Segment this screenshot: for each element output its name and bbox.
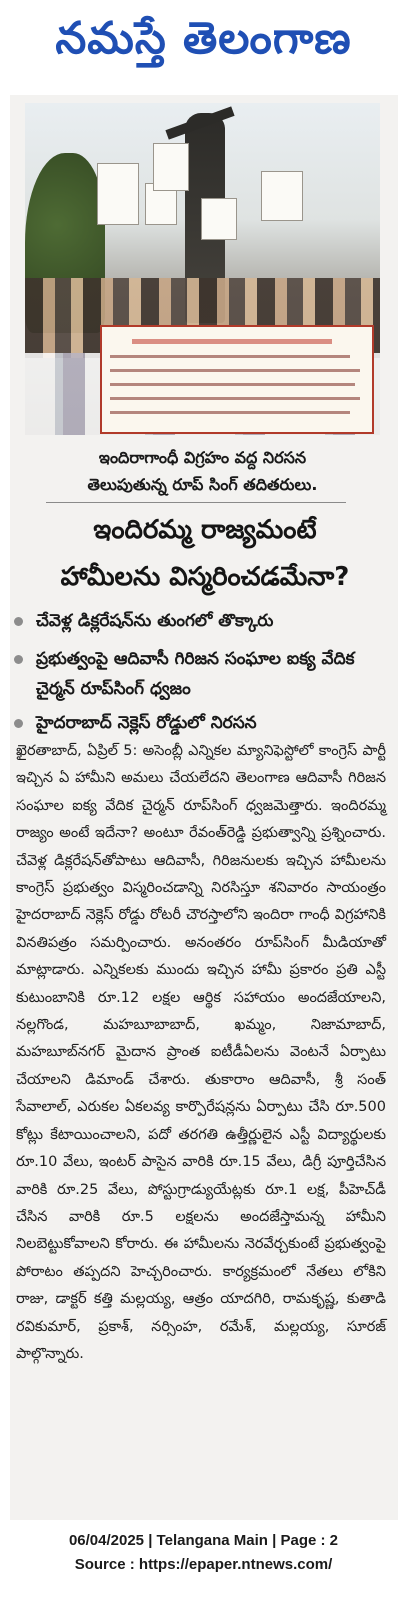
bullet-text: ప్రభుత్వంపై ఆదివాసీ గిరిజన సంఘాల ఐక్య వేదిక చైర్మన్ రూప్‌సింగ్ ధ్వజం <box>36 649 355 699</box>
bullet-icon <box>14 655 23 664</box>
newspaper-masthead: నమస్తే తెలంగాణ <box>55 13 352 64</box>
bullet-text: హైదరాబాద్ నెక్లెస్ రోడ్డులో నిరసన <box>36 713 257 733</box>
bullet-text: చేవెళ్ల డిక్లరేషన్‌ను తుంగలో తొక్కారు <box>36 611 274 631</box>
photo-caption-line1: ఇందిరాగాంధీ విగ్రహం వద్ద నిరసన <box>98 448 307 467</box>
headline-line2: హామీలను విస్మరించడమేనా? <box>60 562 350 592</box>
protest-photo <box>25 103 380 435</box>
headline-line1: ఇందిరమ్మ రాజ్యమంటే <box>93 515 317 545</box>
bullet-icon <box>14 617 23 626</box>
placard <box>153 143 189 191</box>
protest-banner <box>100 325 374 434</box>
bullet-icon <box>14 719 23 728</box>
placard <box>97 163 139 225</box>
caption-divider <box>46 502 346 503</box>
article-body: ఖైరతాబాద్, ఏప్రిల్ 5: అసెంబ్లీ ఎన్నికల మ్యానిఫెస్టోలో కాంగ్రెస్ పార్టీ ఇచ్చిన ఏ హామీని అమలు చేయలేదని తెలంగాణ ఆదివాసీ గిరిజన సంఘాల ఐక్య వేదిక చైర్మన్ రూప్‌సింగ్ ధ్వజమెత్తారు. ఇందిరమ్మ రాజ్యం అంటే ఇదేనా? అంటూ రేవంత్‌రెడ్డి ప్రభుత్వాన్ని ప్రశ్నించారు. చేవెళ్ల డిక్లరేషన్‌తోపాటు ఆదివాసీ, గిరిజనులకు ఇచ్చిన హామీలను కాంగ్రెస్ ప్రభుత్వం విస్మరించడాన్ని నిరసిస్తూ శనివారం సాయంత్రం హైదరాబాద్ నెక్లెస్ రోడ్డు రోటరీ చౌరస్తాలోని ఇందిరా గాంధీ విగ్రహానికి వినతిపత్రం సమర్పించారు. అనంతరం రూప్‌సింగ్ మీడియాతో మాట్లాడారు. ఎన్నికలకు ముందు ఇచ్చిన హామీ ప్రకారం ప్రతి ఎస్టీ కుటుంబానికి రూ.12 లక్షల ఆర్థిక సహాయం అందజేయాలని, నల్లగొండ, మహబూబాబాద్, ఖమ్మం, నిజామాబాద్, మహబూబ్‌నగర్ మైదాన ప్రాంత ఐటీడీఏలను వెంటనే ఏర్పాటు చేయాలని డిమాండ్ చేశారు. తుకారాం ఆదివాసీ, శ్రీ సంత్ సేవాలాల్, ఎరుకల ఏకలవ్య కార్పొరేషన్లను ఏర్పాటు చేసి రూ.500 కోట్లు కేటాయించాలని, పదో తరగతి ఉత్తీర్ణులైన ఎస్టీ విద్యార్థులకు రూ.10 వేలు, ఇంటర్ పాసైన వారికి రూ.15 వేలు, డిగ్రీ పూర్తిచేసిన వారికి రూ.25 వేలు, పోస్టుగ్రాడ్యుయేట్లకు రూ.1 లక్ష, పీహెచ్‌డీ చేసిన వారికి రూ.5 లక్షలను అందజేస్తామన్న హామీని నిలబెట్టుకోవాలని కోరారు. ఈ హామీలను నెరవేర్చకుంటే ప్రభుత్వంపై పోరాటం తప్పదని హెచ్చరించారు. కార్యక్రమంలో నేతలు లోకిని రాజు, డాక్టర్ కత్తి మల్లయ్య, ఆత్రం యాదగిరి, రామకృష్ణ, కుతాడి రవికుమార్, ప్రకాశ్, నర్సింహ, రమేశ్, మల్లయ్య, సూరజ్ పాల్గొన్నారు. <box>16 743 386 1362</box>
photo-caption-line2: తెలుపుతున్న రూప్ సింగ్ తదితరులు. <box>87 475 318 494</box>
placard <box>261 171 303 221</box>
footer-source: Source : https://epaper.ntnews.com/ <box>74 1556 333 1573</box>
bullet-item <box>14 644 394 706</box>
footer-date-edition: 06/04/2025 | Telangana Main | Page : 2 <box>68 1532 339 1549</box>
placard <box>201 198 237 240</box>
